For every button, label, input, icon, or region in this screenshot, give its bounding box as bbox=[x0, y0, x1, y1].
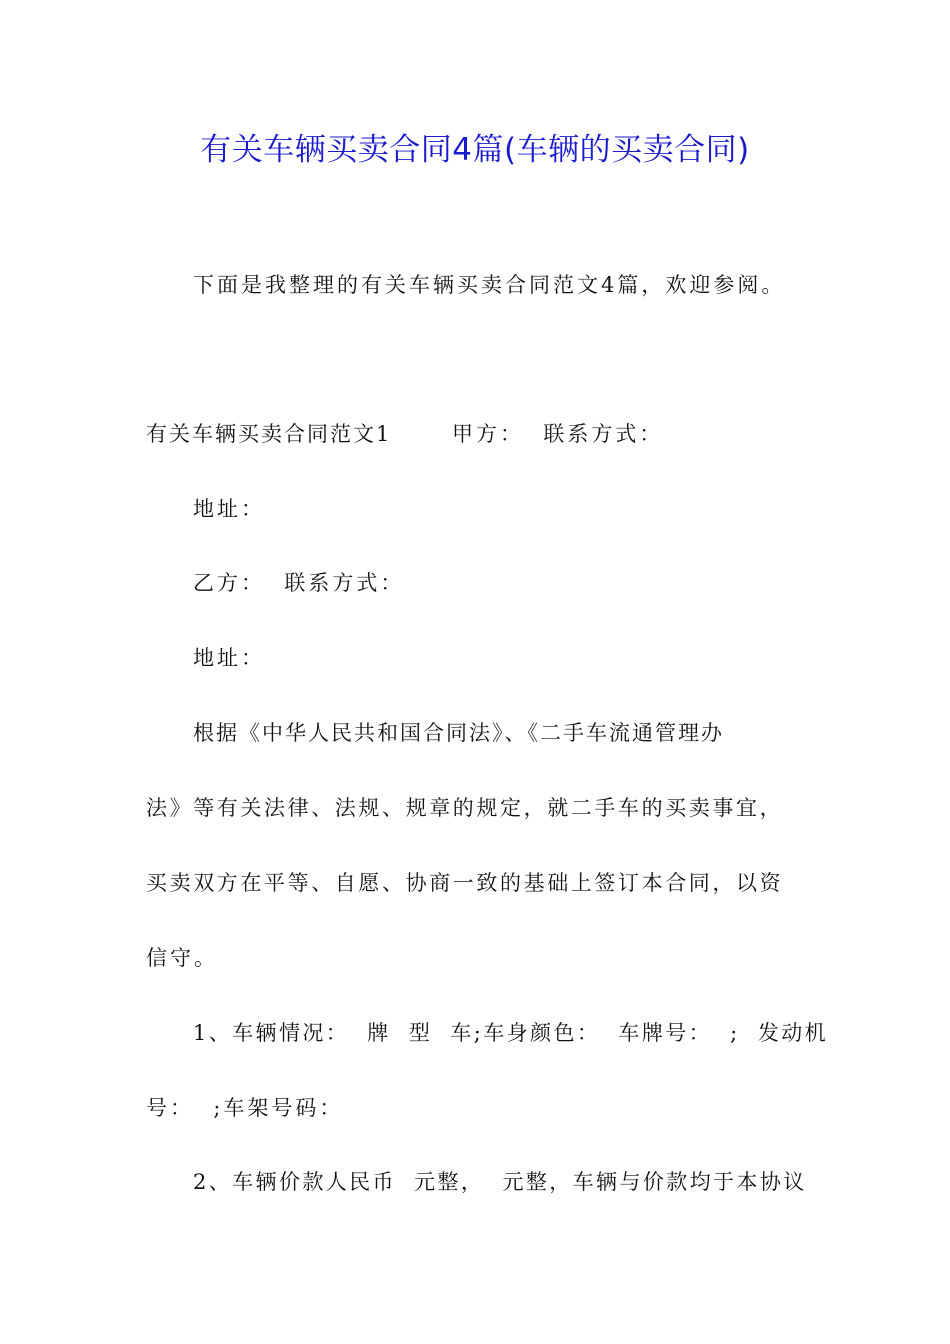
party-b-address: 地址： bbox=[193, 646, 265, 670]
item-1-line: 号： ;车架号码： bbox=[146, 1096, 344, 1120]
section-heading: 有关车辆买卖合同范文1 bbox=[146, 422, 392, 446]
document-title: 有关车辆买卖合同4篇(车辆的买卖合同) bbox=[200, 132, 750, 168]
paragraph-line: 买卖双方在平等、自愿、协商一致的基础上签订本合同，以资 bbox=[146, 871, 784, 895]
item-1-line: 1、车辆情况： 牌 型 车;车身颜色： 车牌号： ; 发动机 bbox=[193, 1021, 829, 1045]
paragraph-line: 法》等有关法律、法规、规章的规定，就二手车的买卖事宜， bbox=[146, 796, 784, 820]
party-a-address: 地址： bbox=[193, 497, 265, 521]
paragraph-line: 信守。 bbox=[146, 946, 218, 970]
intro-text: 下面是我整理的有关车辆买卖合同范文4篇，欢迎参阅。 bbox=[193, 273, 786, 297]
item-2-line: 2、车辆价款人民币 元整， 元整，车辆与价款均于本协议 bbox=[193, 1170, 807, 1194]
party-a-line: 甲方： 联系方式： bbox=[452, 422, 664, 446]
paragraph-line bbox=[193, 718, 806, 748]
party-b-line: 乙方： 联系方式： bbox=[193, 571, 405, 595]
paragraph-text: 根据《中华人民共和国合同法》、《二手车流通管理办 bbox=[193, 721, 724, 745]
